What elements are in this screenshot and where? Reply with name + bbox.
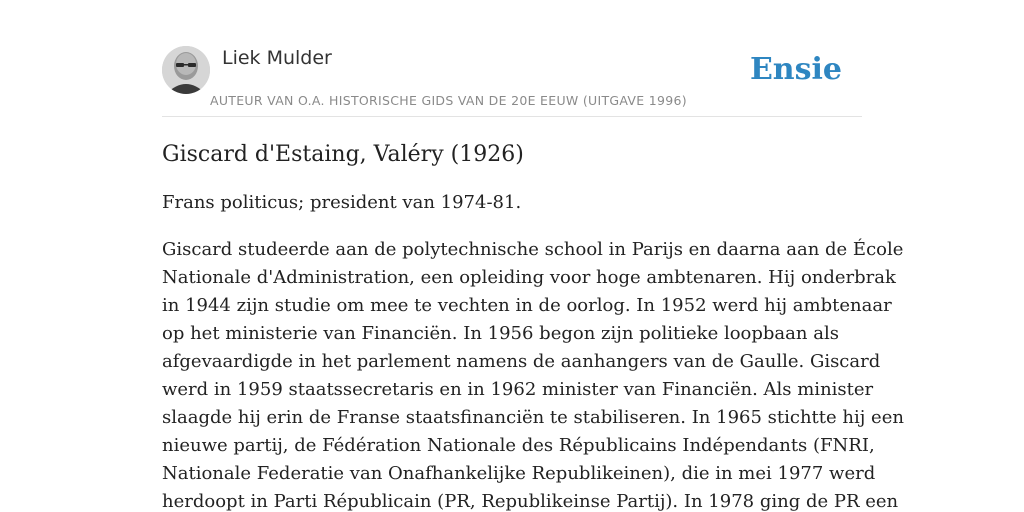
author-name[interactable]: Liek Mulder <box>222 47 332 69</box>
body-line: Nationale d'Administration, een opleiding voor hoge ambtenaren. Hij onderbrak <box>162 267 896 288</box>
body-line: in 1944 zijn studie om mee te vechten in de oorlog. In 1952 werd hij ambtenaar <box>162 295 892 316</box>
body-line: Nationale Federatie van Onafhankelijke Republikeinen), die in mei 1977 werd <box>162 463 876 484</box>
body-line: slaagde hij erin de Franse staatsfinanciën te stabiliseren. In 1965 stichtte hij een <box>162 407 904 428</box>
article-body <box>162 236 904 512</box>
body-line: werd in 1959 staatssecretaris en in 1962 minister van Financiën. Als minister <box>162 379 874 400</box>
brand-logo[interactable]: Ensie <box>749 52 842 87</box>
body-line: afgevaardigde in het parlement namens de aanhangers van de Gaulle. Giscard <box>162 351 881 372</box>
body-line: Giscard studeerde aan de polytechnische school in Parijs en daarna aan de École <box>162 239 904 260</box>
article-title: Giscard d'Estaing, Valéry (1926) <box>162 142 524 167</box>
author-header <box>162 46 862 117</box>
body-line: nieuwe partij, de Fédération Nationale des Républicains Indépendants (FNRI, <box>162 435 875 456</box>
article <box>162 138 904 512</box>
body-line: herdoopt in Parti Républicain (PR, Republikeinse Partij). In 1978 ging de PR een <box>162 491 899 512</box>
avatar-portrait-icon <box>162 46 210 94</box>
body-line: op het ministerie van Financiën. In 1956 begon zijn politieke loopbaan als <box>162 323 839 344</box>
author-bio: AUTEUR VAN O.A. HISTORISCHE GIDS VAN DE 20E EEUW (UITGAVE 1996) <box>210 93 687 108</box>
article-lead: Frans politicus; president van 1974-81. <box>162 192 522 213</box>
avatar[interactable] <box>162 46 210 94</box>
